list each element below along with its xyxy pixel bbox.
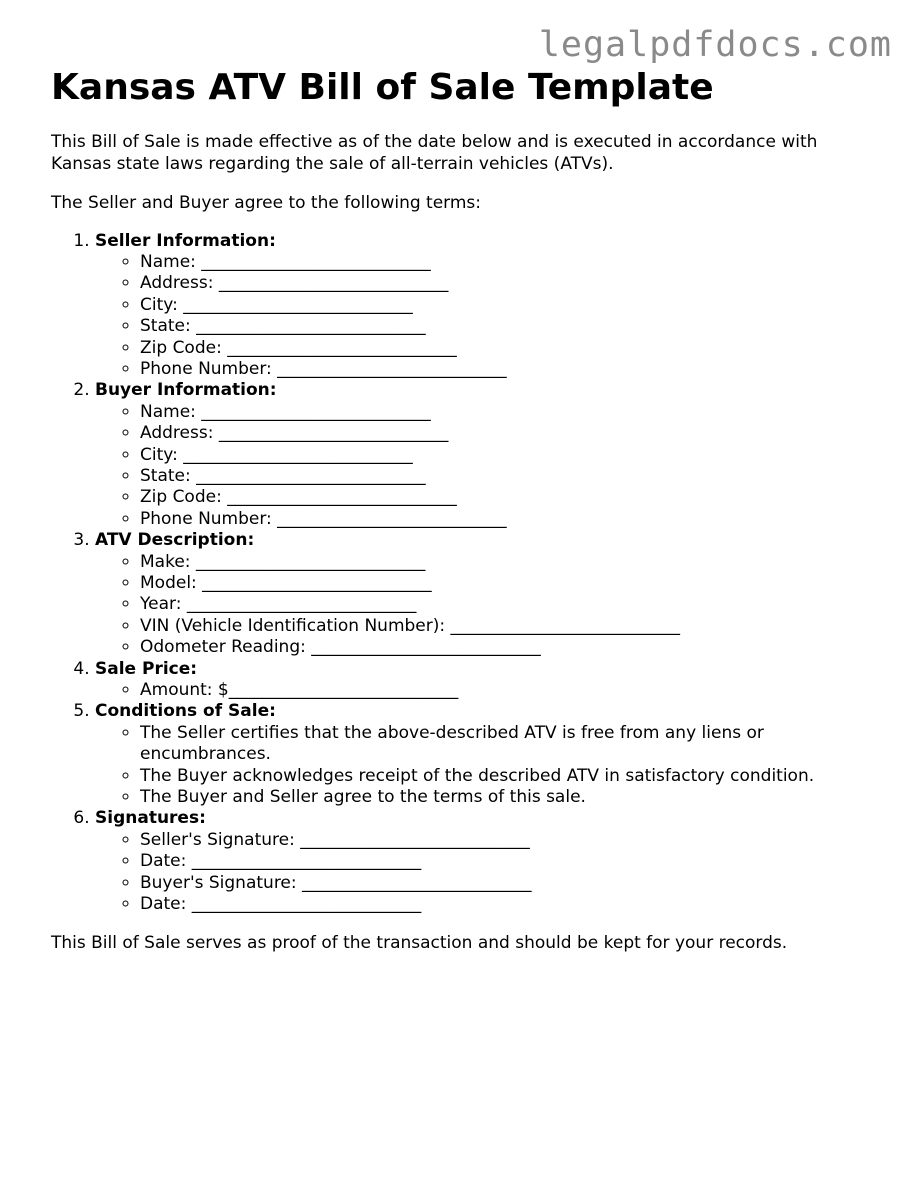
field-buyer-zip: ◦ Zip Code: ___________________________ — [140, 487, 881, 508]
field-atv-model: ◦ Model: ___________________________ — [140, 573, 881, 594]
field-sale-amount: ◦ Amount: $___________________________ — [140, 680, 881, 701]
terms-list — [51, 231, 881, 916]
section-title: Conditions of Sale: — [95, 701, 276, 722]
field-buyer-city: ◦ City: ___________________________ — [140, 445, 881, 466]
field-buyer-signature-date: ◦ Date: ___________________________ — [140, 894, 881, 915]
section-title: Seller Information: — [95, 230, 276, 251]
field-buyer-signature: ◦ Buyer's Signature: ___________________________ — [140, 873, 881, 894]
section-title: Sale Price: — [95, 658, 198, 679]
field-atv-make: ◦ Make: ___________________________ — [140, 552, 881, 573]
field-list — [95, 402, 881, 530]
condition-no-liens: ◦ The Seller certifies that the above-described ATV is free from any liens or encumbrances. — [140, 723, 881, 766]
section-atv-description — [95, 530, 881, 658]
condition-terms-agreed: ◦ The Buyer and Seller agree to the terms of this sale. — [140, 787, 881, 808]
watermark: legalpdfdocs.com — [538, 25, 892, 65]
field-list — [95, 552, 881, 659]
document-body — [51, 66, 881, 954]
field-buyer-state: ◦ State: ___________________________ — [140, 466, 881, 487]
section-sale-price — [95, 659, 881, 702]
signature-list — [95, 830, 881, 916]
intro-paragraph: This Bill of Sale is made effective as of the date below and is executed in accordance with Kansas state laws regarding the sale of all-terrain vehicles (ATVs). — [51, 132, 818, 174]
field-buyer-address: ◦ Address: ___________________________ — [140, 423, 881, 444]
section-seller-information — [95, 231, 881, 381]
field-seller-zip: ◦ Zip Code: ___________________________ — [140, 338, 881, 359]
field-seller-signature-date: ◦ Date: ___________________________ — [140, 851, 881, 872]
field-seller-address: ◦ Address: ___________________________ — [140, 273, 881, 294]
field-atv-odometer: ◦ Odometer Reading: ___________________________ — [140, 637, 881, 658]
section-title: Buyer Information: — [95, 380, 277, 401]
field-buyer-phone: ◦ Phone Number: ___________________________ — [140, 509, 881, 530]
field-seller-state: ◦ State: ___________________________ — [140, 316, 881, 337]
field-seller-city: ◦ City: ___________________________ — [140, 295, 881, 316]
field-seller-name: ◦ Name: ___________________________ — [140, 252, 881, 273]
section-title: ATV Description: — [95, 530, 255, 551]
condition-list — [95, 723, 881, 809]
field-atv-vin: ◦ VIN (Vehicle Identification Number): ___________________________ — [140, 616, 881, 637]
field-list — [95, 680, 881, 701]
page-title: Kansas ATV Bill of Sale Template — [51, 67, 714, 108]
section-signatures — [95, 808, 881, 915]
field-buyer-name: ◦ Name: ___________________________ — [140, 402, 881, 423]
section-buyer-information — [95, 380, 881, 530]
section-conditions-of-sale — [95, 701, 881, 808]
field-seller-phone: ◦ Phone Number: ___________________________ — [140, 359, 881, 380]
agreement-statement: The Seller and Buyer agree to the following terms: — [51, 193, 482, 213]
field-list — [95, 252, 881, 380]
closing-statement: This Bill of Sale serves as proof of the transaction and should be kept for your records. — [51, 932, 788, 953]
field-seller-signature: ◦ Seller's Signature: ___________________________ — [140, 830, 881, 851]
condition-receipt-acknowledged: ◦ The Buyer acknowledges receipt of the described ATV in satisfactory condition. — [140, 766, 881, 787]
field-atv-year: ◦ Year: ___________________________ — [140, 594, 881, 615]
section-title: Signatures: — [95, 808, 206, 829]
